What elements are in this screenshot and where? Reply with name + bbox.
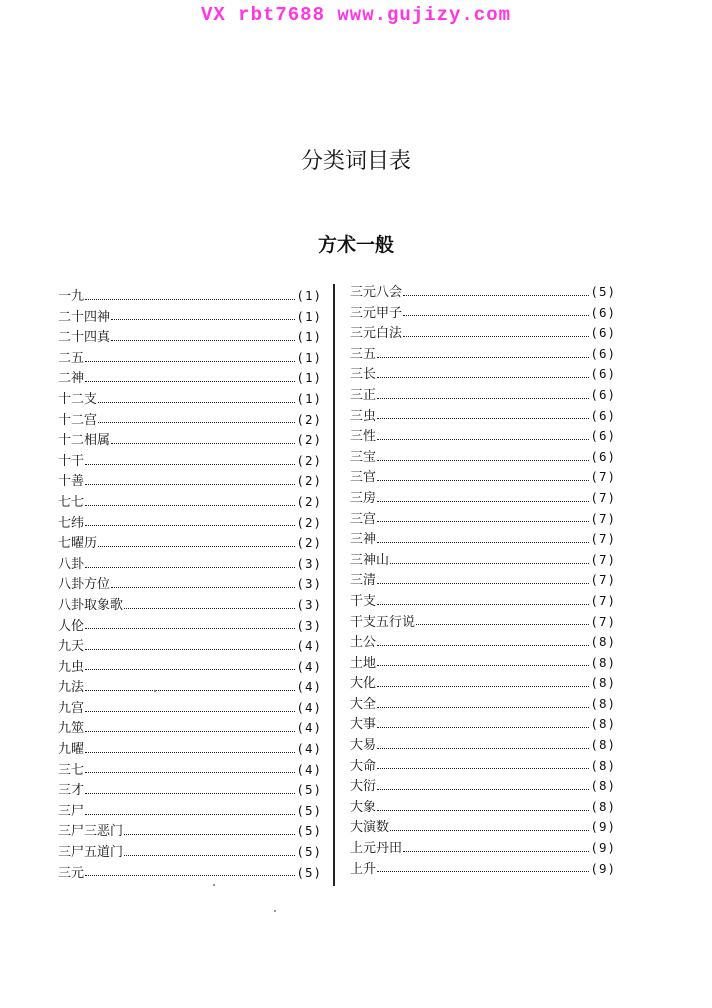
- entry-term: 三性: [350, 429, 377, 445]
- entry-page-value: 5: [304, 844, 314, 860]
- entry-term: 九筮: [58, 721, 85, 737]
- dot-leader: [85, 690, 295, 691]
- entry-page-number: (8): [590, 757, 616, 773]
- dot-leader: [85, 628, 295, 629]
- entry-term: 三长: [350, 367, 377, 383]
- entry-page-number: (7): [590, 613, 616, 629]
- index-entry: [58, 780, 322, 801]
- entry-term: 大演数: [350, 820, 390, 836]
- entry-page-value: 6: [598, 345, 608, 361]
- dot-leader: [98, 422, 295, 423]
- dot-leader: [377, 604, 589, 605]
- index-entry: [350, 591, 616, 612]
- entry-page-value: 5: [304, 782, 314, 798]
- index-entry: [350, 550, 616, 571]
- index-entry: [350, 488, 616, 509]
- dot-leader: [85, 299, 295, 300]
- index-entry: [58, 739, 322, 760]
- dot-leader: [377, 439, 589, 440]
- index-entry: [350, 529, 616, 550]
- entry-term: 大衍: [350, 779, 377, 795]
- dot-leader: [85, 669, 295, 670]
- entry-page-value: 6: [598, 366, 608, 382]
- entry-page-value: 5: [598, 284, 608, 299]
- dot-leader: [377, 871, 589, 872]
- dot-leader: [98, 546, 295, 547]
- entry-term: 大全: [350, 696, 377, 712]
- index-entry: [58, 513, 322, 534]
- dot-leader: [377, 418, 589, 419]
- entry-page-value: 5: [304, 802, 314, 818]
- index-entry: [58, 430, 322, 451]
- dot-leader: [85, 505, 295, 506]
- dot-leader: [377, 398, 589, 399]
- entry-page-number: (8): [590, 675, 616, 691]
- entry-term: 七曜历: [58, 536, 98, 552]
- entry-page-value: 7: [598, 551, 608, 567]
- dot-leader: [85, 464, 295, 465]
- index-entry: [58, 677, 322, 698]
- dot-leader: [85, 814, 295, 815]
- index-entry: [350, 756, 616, 777]
- entry-term: 上元丹田: [350, 841, 403, 857]
- index-entry: [350, 714, 616, 735]
- dot-leader: [377, 768, 589, 769]
- entry-page-value: 7: [598, 531, 608, 547]
- index-entry: [58, 389, 322, 410]
- entry-term: 三尸五道门: [58, 845, 124, 861]
- entry-page-number: (1): [296, 308, 322, 324]
- entry-term: 二十四神: [58, 309, 111, 325]
- index-entry: [350, 570, 616, 591]
- entry-term: 二五: [58, 350, 85, 366]
- entry-page-value: 1: [304, 370, 314, 386]
- entry-page-value: 5: [304, 823, 314, 839]
- dot-leader: [111, 587, 295, 588]
- watermark-text: VX rbt7688 www.gujizy.com: [200, 4, 512, 26]
- entry-page-number: (2): [296, 514, 322, 530]
- entry-page-value: 2: [304, 432, 314, 448]
- entry-term: 土公: [350, 635, 377, 651]
- entry-page-value: 4: [304, 658, 314, 674]
- entry-page-value: 4: [304, 761, 314, 777]
- entry-page-number: (8): [590, 737, 616, 753]
- entry-page-number: (5): [296, 864, 322, 880]
- entry-page-number: (7): [590, 531, 616, 547]
- entry-page-number: (6): [590, 345, 616, 361]
- index-entry: [58, 327, 322, 348]
- index-entry: [350, 447, 616, 468]
- entry-page-number: (7): [590, 510, 616, 526]
- entry-page-value: 6: [598, 325, 608, 341]
- entry-page-number: (5): [296, 844, 322, 860]
- entry-term: 三神: [350, 532, 377, 548]
- entry-page-value: 7: [598, 469, 608, 485]
- index-entry: [58, 718, 322, 739]
- dot-leader: [111, 340, 295, 341]
- dot-leader: [124, 834, 295, 835]
- entry-page-number: (2): [296, 535, 322, 551]
- entry-page-value: 2: [304, 473, 314, 489]
- entry-term: 三正: [350, 387, 377, 403]
- section-title: 方术一般: [317, 234, 394, 256]
- entry-page-value: 8: [598, 798, 608, 814]
- entry-term: 大命: [350, 758, 377, 774]
- index-entry: [350, 817, 616, 838]
- index-entry: [58, 863, 322, 884]
- entry-term: 三尸: [58, 803, 85, 819]
- entry-term: 七七: [58, 494, 85, 510]
- entry-page-value: 1: [304, 308, 314, 324]
- entry-page-value: 8: [598, 675, 608, 691]
- entry-term: 人伦: [58, 618, 85, 634]
- index-column-left: [58, 286, 322, 883]
- entry-page-number: (9): [590, 860, 616, 876]
- entry-term: 大易: [350, 738, 377, 754]
- entry-term: 十二相属: [58, 433, 111, 449]
- entry-term: 大象: [350, 799, 377, 815]
- dot-leader: [85, 752, 295, 753]
- entry-term: 三清: [350, 573, 377, 589]
- entry-page-number: (8): [590, 654, 616, 670]
- entry-page-number: (4): [296, 741, 322, 757]
- entry-page-number: (6): [590, 407, 616, 423]
- dot-leader: [403, 295, 589, 296]
- entry-page-number: (8): [590, 798, 616, 814]
- index-entry: [58, 657, 322, 678]
- index-entry: [58, 698, 322, 719]
- entry-page-number: (2): [296, 411, 322, 427]
- entry-page-value: 6: [598, 448, 608, 464]
- entry-page-value: 6: [598, 428, 608, 444]
- index-entry: [350, 426, 616, 447]
- entry-page-number: (1): [296, 349, 322, 365]
- entry-page-number: (4): [296, 679, 322, 695]
- entry-page-number: (9): [590, 840, 616, 856]
- entry-term: 九宫: [58, 700, 85, 716]
- index-entry: [58, 574, 322, 595]
- index-entry: [58, 760, 322, 781]
- entry-page-value: 8: [598, 654, 608, 670]
- entry-page-value: 3: [304, 555, 314, 571]
- entry-page-number: (8): [590, 716, 616, 732]
- entry-page-value: 4: [304, 741, 314, 757]
- entry-term: 干支五行说: [350, 614, 416, 630]
- index-entry: [350, 797, 616, 818]
- index-entry: [58, 636, 322, 657]
- dot-leader: [85, 381, 295, 382]
- entry-page-value: 7: [598, 510, 608, 526]
- dot-leader: [85, 361, 295, 362]
- entry-term: 三官: [350, 470, 377, 486]
- entry-page-number: (6): [590, 366, 616, 382]
- entry-page-number: (3): [296, 555, 322, 571]
- index-entry: [350, 303, 616, 324]
- entry-term: 三房: [350, 490, 377, 506]
- entry-page-value: 1: [304, 329, 314, 345]
- entry-page-value: 3: [304, 617, 314, 633]
- entry-page-number: (4): [296, 638, 322, 654]
- entry-page-number: (6): [590, 304, 616, 320]
- entry-page-number: (5): [296, 823, 322, 839]
- entry-page-value: 9: [598, 840, 608, 856]
- dot-leader: [377, 665, 589, 666]
- entry-term: 三元白法: [350, 326, 403, 342]
- dot-leader: [377, 542, 589, 543]
- entry-page-number: (5): [296, 802, 322, 818]
- entry-term: 十善: [58, 474, 85, 490]
- dot-leader: [377, 480, 589, 481]
- entry-term: 三元: [58, 865, 85, 881]
- index-column-right: [350, 282, 616, 879]
- entry-page-number: (1): [296, 288, 322, 303]
- index-entry: [350, 776, 616, 797]
- entry-term: 九虫: [58, 659, 85, 675]
- entry-page-value: 3: [304, 596, 314, 612]
- entry-term: 七纬: [58, 515, 85, 531]
- entry-page-value: 6: [598, 407, 608, 423]
- entry-page-number: (4): [296, 720, 322, 736]
- entry-term: 九天: [58, 639, 85, 655]
- entry-page-number: (6): [590, 428, 616, 444]
- index-entry: [58, 821, 322, 842]
- entry-page-number: (6): [590, 325, 616, 341]
- dot-leader: [85, 525, 295, 526]
- entry-page-number: (9): [590, 819, 616, 835]
- dot-leader: [377, 686, 589, 687]
- entry-term: 三五: [350, 346, 377, 362]
- entry-page-number: (7): [590, 572, 616, 588]
- entry-page-value: 2: [304, 535, 314, 551]
- dot-leader: [124, 608, 295, 609]
- entry-term: 土地: [350, 655, 377, 671]
- dot-leader: [377, 377, 589, 378]
- entry-page-value: 8: [598, 778, 608, 794]
- dot-leader: [377, 727, 589, 728]
- dot-leader: [85, 711, 295, 712]
- entry-term: 三神山: [350, 552, 390, 568]
- index-entry: [58, 368, 322, 389]
- dot-leader: [377, 748, 589, 749]
- index-entry: [350, 735, 616, 756]
- index-entry: [350, 509, 616, 530]
- index-entry: [350, 364, 616, 385]
- dot-leader: [377, 810, 589, 811]
- index-entry: [350, 467, 616, 488]
- entry-page-value: 8: [598, 757, 608, 773]
- index-entry: [58, 348, 322, 369]
- entry-page-number: (4): [296, 699, 322, 715]
- entry-page-value: 8: [598, 634, 608, 650]
- entry-page-number: (3): [296, 596, 322, 612]
- entry-term: 三元甲子: [350, 305, 403, 321]
- entry-page-value: 7: [598, 592, 608, 608]
- entry-page-number: (6): [590, 448, 616, 464]
- entry-term: 三才: [58, 783, 85, 799]
- index-entry: [58, 533, 322, 554]
- index-entry: [58, 595, 322, 616]
- dot-leader: [124, 855, 295, 856]
- scan-speck: [154, 690, 156, 692]
- index-entry: [58, 307, 322, 328]
- entry-term: 三元八会: [350, 285, 403, 300]
- entry-term: 九曜: [58, 742, 85, 758]
- index-entry: [58, 842, 322, 863]
- entry-page-number: (7): [590, 489, 616, 505]
- index-entry: [350, 632, 616, 653]
- entry-page-value: 5: [304, 864, 314, 880]
- dot-leader: [377, 460, 589, 461]
- entry-term: 八卦方位: [58, 577, 111, 593]
- entry-page-value: 7: [598, 613, 608, 629]
- entry-term: 十二支: [58, 391, 98, 407]
- index-entry: [58, 492, 322, 513]
- entry-page-value: 7: [598, 489, 608, 505]
- entry-page-value: 8: [598, 695, 608, 711]
- entry-page-number: (5): [590, 284, 616, 299]
- entry-page-number: (2): [296, 473, 322, 489]
- dot-leader: [390, 830, 589, 831]
- dot-leader: [390, 563, 589, 564]
- entry-page-value: 2: [304, 452, 314, 468]
- index-entry: [350, 406, 616, 427]
- entry-page-value: 3: [304, 576, 314, 592]
- dot-leader: [111, 443, 295, 444]
- entry-page-number: (1): [296, 370, 322, 386]
- dot-leader: [85, 731, 295, 732]
- entry-page-number: (3): [296, 617, 322, 633]
- entry-term: 一九: [58, 289, 85, 304]
- dot-leader: [377, 583, 589, 584]
- index-entry: [350, 838, 616, 859]
- entry-page-value: 1: [304, 288, 314, 303]
- index-entry: [350, 653, 616, 674]
- entry-page-number: (7): [590, 469, 616, 485]
- index-entry: [58, 554, 322, 575]
- index-entry: [58, 451, 322, 472]
- entry-term: 三七: [58, 762, 85, 778]
- entry-term: 九法: [58, 680, 85, 696]
- entry-page-value: 2: [304, 493, 314, 509]
- entry-page-number: (5): [296, 782, 322, 798]
- index-entry: [350, 323, 616, 344]
- dot-leader: [98, 402, 295, 403]
- entry-term: 十干: [58, 453, 85, 469]
- entry-term: 三宝: [350, 449, 377, 465]
- index-entry: [350, 694, 616, 715]
- entry-page-value: 7: [598, 572, 608, 588]
- entry-page-value: 9: [598, 819, 608, 835]
- entry-page-number: (2): [296, 452, 322, 468]
- entry-page-number: (8): [590, 695, 616, 711]
- dot-leader: [377, 789, 589, 790]
- entry-page-number: (4): [296, 761, 322, 777]
- dot-leader: [85, 875, 295, 876]
- dot-leader: [85, 793, 295, 794]
- index-entry: [350, 859, 616, 880]
- entry-page-value: 6: [598, 304, 608, 320]
- dot-leader: [377, 357, 589, 358]
- dot-leader: [85, 772, 295, 773]
- entry-page-value: 4: [304, 699, 314, 715]
- entry-term: 大化: [350, 676, 377, 692]
- entry-page-value: 1: [304, 390, 314, 406]
- entry-page-value: 6: [598, 386, 608, 402]
- dot-leader: [85, 484, 295, 485]
- scan-speck: [274, 910, 276, 912]
- entry-page-number: (7): [590, 592, 616, 608]
- entry-page-number: (1): [296, 390, 322, 406]
- entry-term: 上升: [350, 861, 377, 877]
- index-entry: [350, 385, 616, 406]
- entry-term: 三尸三恶门: [58, 824, 124, 840]
- entry-page-number: (8): [590, 778, 616, 794]
- entry-page-value: 2: [304, 411, 314, 427]
- entry-page-number: (8): [590, 634, 616, 650]
- index-entry: [58, 801, 322, 822]
- entry-term: 大事: [350, 717, 377, 733]
- entry-page-value: 4: [304, 638, 314, 654]
- index-entry: [58, 410, 322, 431]
- dot-leader: [403, 315, 589, 316]
- entry-term: 二神: [58, 371, 85, 387]
- dot-leader: [403, 851, 589, 852]
- page-title: 分类词目表: [300, 149, 411, 174]
- index-entry: [350, 282, 616, 303]
- entry-page-value: 2: [304, 514, 314, 530]
- entry-page-value: 4: [304, 679, 314, 695]
- entry-page-number: (2): [296, 432, 322, 448]
- dot-leader: [377, 521, 589, 522]
- dot-leader: [377, 707, 589, 708]
- entry-page-value: 1: [304, 349, 314, 365]
- dot-leader: [403, 336, 589, 337]
- entry-term: 干支: [350, 593, 377, 609]
- entry-term: 八卦取象歌: [58, 597, 124, 613]
- dot-leader: [85, 649, 295, 650]
- index-entry: [350, 344, 616, 365]
- entry-term: 八卦: [58, 556, 85, 572]
- entry-page-value: 8: [598, 716, 608, 732]
- entry-page-number: (1): [296, 329, 322, 345]
- index-entry: [350, 673, 616, 694]
- entry-term: 十二宫: [58, 412, 98, 428]
- index-entry: [58, 616, 322, 637]
- dot-leader: [377, 501, 589, 502]
- dot-leader: [111, 319, 295, 320]
- entry-page-number: (7): [590, 551, 616, 567]
- column-divider: [333, 284, 335, 886]
- entry-page-number: (2): [296, 493, 322, 509]
- index-entry: [350, 612, 616, 633]
- entry-page-value: 8: [598, 737, 608, 753]
- entry-term: 三虫: [350, 408, 377, 424]
- entry-term: 三宫: [350, 511, 377, 527]
- index-entry: [58, 286, 322, 307]
- dot-leader: [416, 624, 589, 625]
- entry-page-number: (3): [296, 576, 322, 592]
- index-entry: [58, 471, 322, 492]
- entry-page-value: 9: [598, 860, 608, 876]
- scan-speck: [213, 884, 215, 886]
- dot-leader: [85, 567, 295, 568]
- entry-page-value: 4: [304, 720, 314, 736]
- entry-page-number: (4): [296, 658, 322, 674]
- entry-term: 二十四真: [58, 330, 111, 346]
- dot-leader: [377, 645, 589, 646]
- entry-page-number: (6): [590, 386, 616, 402]
